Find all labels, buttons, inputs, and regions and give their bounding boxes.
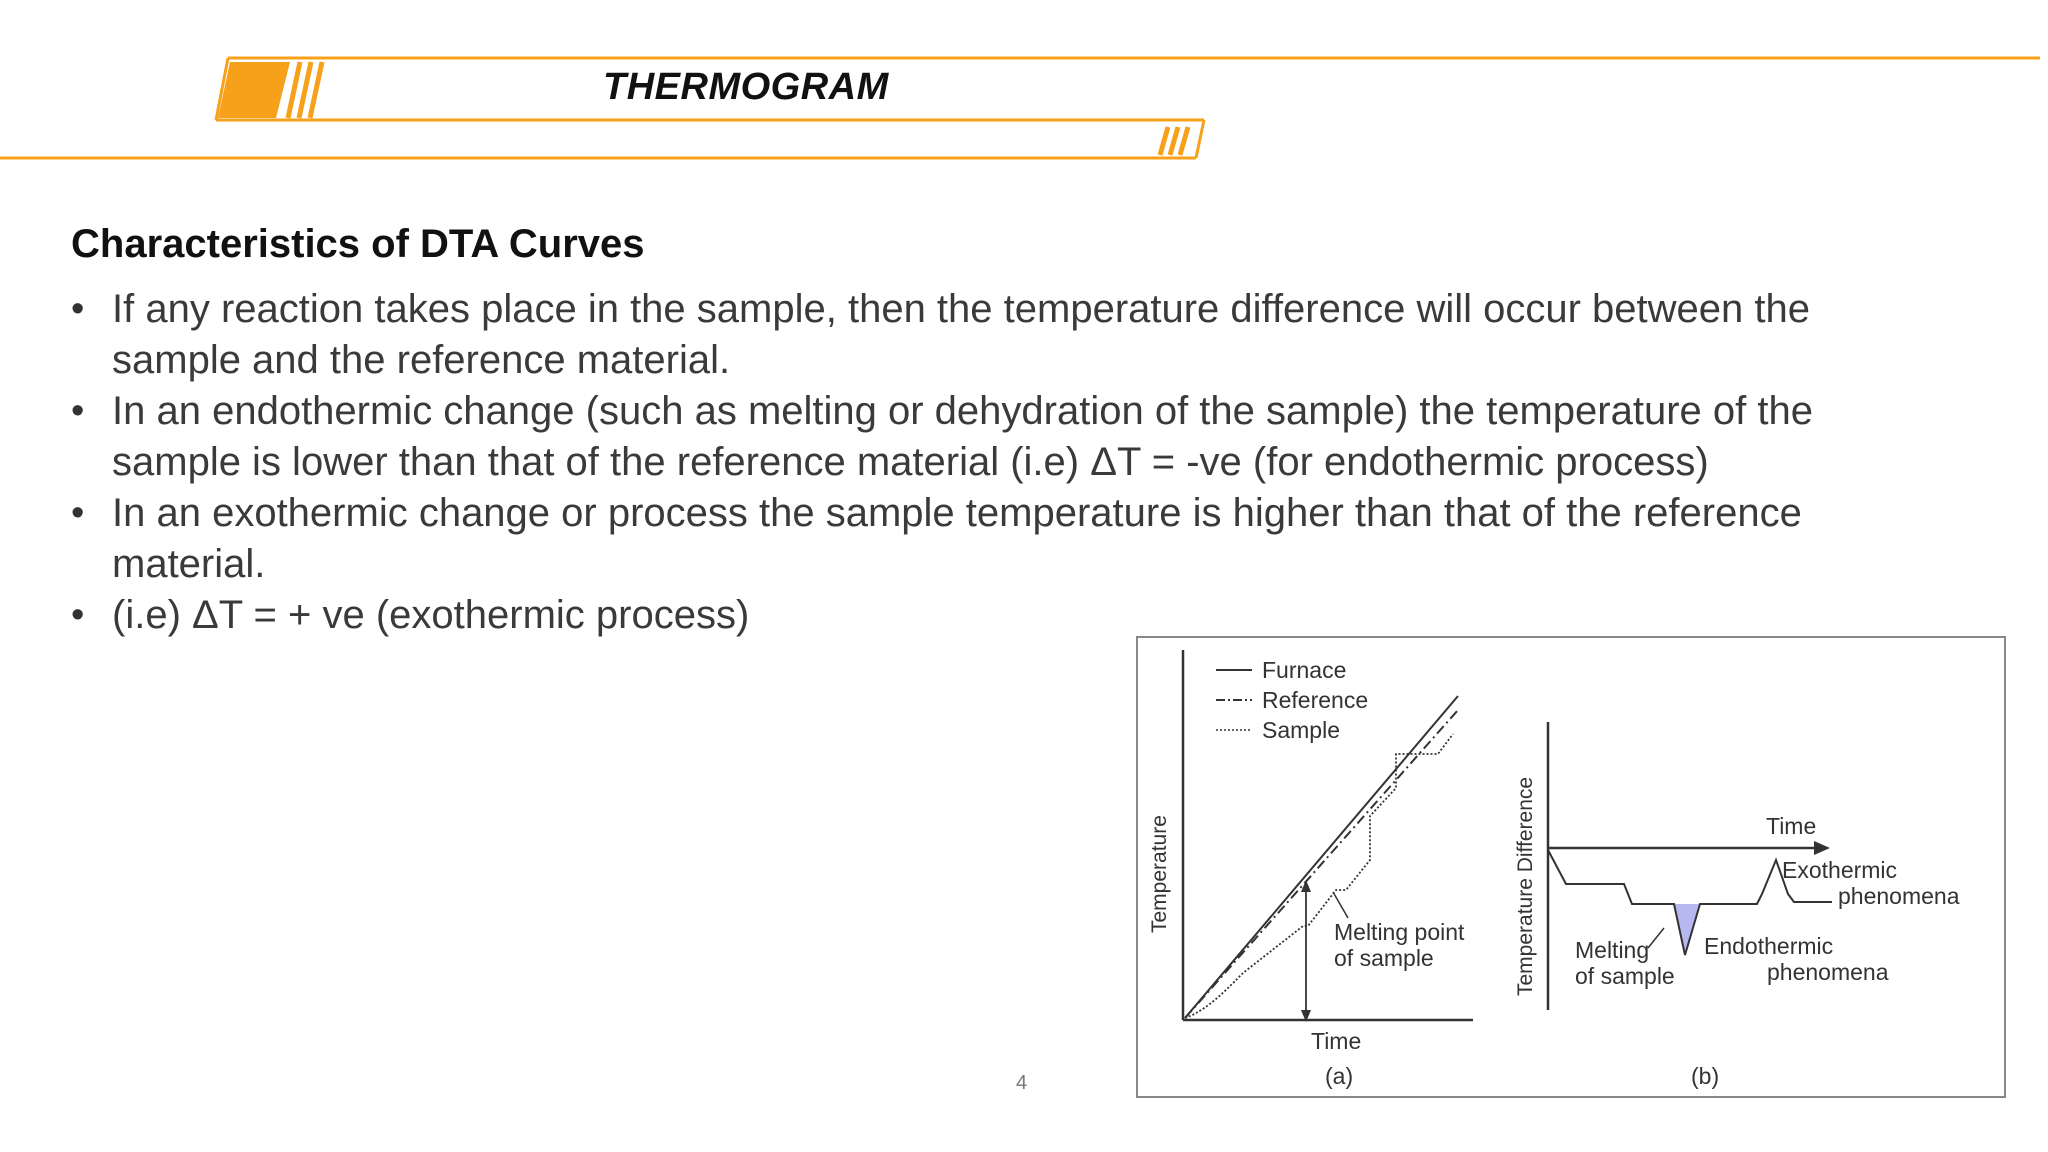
bullet-item — [71, 488, 1831, 590]
melting-label-line1: Melting — [1575, 937, 1650, 963]
panel-a-y-label: Temperature — [1148, 815, 1171, 933]
panel-a-x-label: Time — [1311, 1028, 1362, 1054]
section-heading: Characteristics of DTA Curves — [71, 222, 645, 266]
panel-b-y-label: Temperature Difference — [1514, 776, 1537, 996]
melting-point-label-line2: of sample — [1334, 945, 1434, 971]
legend-reference: Reference — [1262, 687, 1369, 713]
panel-a-caption: (a) — [1325, 1063, 1354, 1089]
panel-a — [1148, 650, 1473, 1089]
page-number: 4 — [1016, 1072, 1028, 1094]
bullet-dot-icon: • — [71, 492, 85, 534]
bullet-dot-icon: • — [71, 390, 85, 432]
panel-b — [1514, 722, 1960, 1089]
exothermic-label-line1: Exothermic — [1782, 857, 1898, 883]
time-axis-arrow-icon — [1814, 841, 1830, 855]
bullet-dot-icon: • — [71, 594, 85, 636]
bullet-list — [71, 284, 1831, 641]
reference-curve — [1185, 710, 1458, 1018]
bullet-text: (i.e) ΔT = + ve (exothermic process) — [112, 593, 750, 637]
panel-b-x-label: Time — [1766, 813, 1817, 839]
legend-furnace: Furnace — [1262, 657, 1347, 683]
exothermic-label-line2: phenomena — [1838, 883, 1960, 909]
bullet-item — [71, 386, 1831, 488]
header-banner-upper — [216, 58, 2040, 120]
melting-point-label-line1: Melting point — [1334, 919, 1465, 945]
melting-point-arrow-up-icon — [1301, 880, 1311, 892]
sample-curve — [1185, 734, 1453, 1018]
legend-sample: Sample — [1262, 717, 1340, 743]
header-banner — [0, 0, 2048, 170]
melting-leader — [1648, 928, 1664, 948]
panel-b-caption: (b) — [1691, 1063, 1720, 1089]
bullet-text: In an endothermic change (such as melting or dehydration of the sample) the temperature of the sample is lower than that of the reference material (i.e) ΔT = -ve (for endothermic process) — [112, 389, 1813, 484]
bullet-item — [71, 284, 1831, 386]
bullet-item — [71, 590, 1831, 641]
bullet-text: If any reaction takes place in the sample, then the temperature difference will occur between the sample and the reference material. — [112, 287, 1811, 382]
endothermic-label-line1: Endothermic — [1704, 933, 1834, 959]
melting-label-line2: of sample — [1575, 963, 1675, 989]
dta-figure — [1136, 636, 2006, 1098]
melting-point-leader — [1333, 892, 1348, 918]
endothermic-label-line2: phenomena — [1767, 959, 1889, 985]
bullet-dot-icon: • — [71, 288, 85, 330]
header-banner-lower — [0, 120, 1204, 158]
bullet-text: In an exothermic change or process the sample temperature is higher than that of the reference material. — [112, 491, 1802, 586]
dta-figure-drawing — [1138, 638, 2008, 1100]
header-title: THERMOGRAM — [603, 66, 889, 108]
